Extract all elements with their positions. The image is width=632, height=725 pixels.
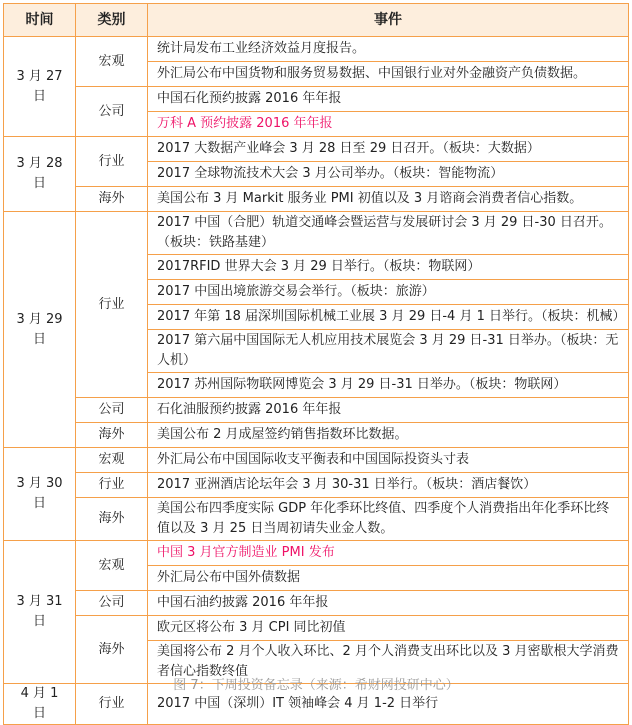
category-cell: 宏观 [76, 541, 148, 591]
header-category: 类别 [76, 4, 148, 37]
table-row [4, 423, 629, 448]
event-cell: 石化油服预约披露 2016 年年报 [148, 398, 629, 423]
table-row [4, 448, 629, 473]
date-cell: 3 月 28 日 [4, 137, 76, 212]
table-row [4, 187, 629, 212]
event-cell: 中国石化预约披露 2016 年年报 [148, 87, 629, 112]
event-cell: 2017 年第 18 届深圳国际机械工业展 3 月 29 日-4 月 1 日举行。（板块：机械） [148, 305, 629, 330]
table-row [4, 398, 629, 423]
category-cell: 宏观 [76, 448, 148, 473]
event-cell: 2017 中国（合肥）轨道交通峰会暨运营与发展研讨会 3 月 29 日-30 日召开。（板块：铁路基建） [148, 212, 629, 255]
category-cell: 公司 [76, 591, 148, 616]
event-cell: 美国公布 2 月成屋签约销售指数环比数据。 [148, 423, 629, 448]
table-row [4, 591, 629, 616]
table-row [4, 37, 629, 62]
event-cell: 2017 全球物流技术大会 3 月公司举办。（板块：智能物流） [148, 162, 629, 187]
event-cell: 中国石油约披露 2016 年年报 [148, 591, 629, 616]
header-event: 事件 [148, 4, 629, 37]
event-cell: 统计局发布工业经济效益月度报告。 [148, 37, 629, 62]
event-cell: 美国公布四季度实际 GDP 年化季环比终值、四季度个人消费指出年化季环比终值以及 3 月 25 日当周初请失业金人数。 [148, 498, 629, 541]
category-cell: 行业 [76, 137, 148, 187]
category-cell: 海外 [76, 187, 148, 212]
date-cell: 3 月 30 日 [4, 448, 76, 541]
table-row [4, 137, 629, 162]
table-row [4, 541, 629, 566]
category-cell: 公司 [76, 87, 148, 137]
table-row [4, 87, 629, 112]
category-cell: 行业 [76, 473, 148, 498]
category-cell: 海外 [76, 498, 148, 541]
date-cell: 3 月 27 日 [4, 37, 76, 137]
table-body [4, 37, 629, 725]
event-cell: 欧元区将公布 3 月 CPI 同比初值 [148, 616, 629, 641]
header-row [4, 4, 629, 37]
table-row [4, 473, 629, 498]
category-cell: 行业 [76, 684, 148, 725]
event-cell: 2017 第六届中国国际无人机应用技术展览会 3 月 29 日-31 日举办。（板块：无人机） [148, 330, 629, 373]
figure-caption: 图 7：下周投资备忘录（来源：希财网投研中心） [173, 678, 459, 693]
event-cell: 2017 苏州国际物联网博览会 3 月 29 日-31 日举办。（板块：物联网） [148, 373, 629, 398]
event-cell: 2017RFID 世界大会 3 月 29 日举行。（板块：物联网） [148, 255, 629, 280]
event-cell-highlighted: 中国 3 月官方制造业 PMI 发布 [148, 541, 629, 566]
event-cell: 美国公布 3 月 Markit 服务业 PMI 初值以及 3 月谘商会消费者信心指数。 [148, 187, 629, 212]
date-cell: 3 月 31 日 [4, 541, 76, 684]
header-time: 时间 [4, 4, 76, 37]
table-row [4, 212, 629, 255]
table-row [4, 616, 629, 641]
event-cell: 外汇局公布中国货物和服务贸易数据、中国银行业对外金融资产负债数据。 [148, 62, 629, 87]
event-cell: 2017 中国出境旅游交易会举行。（板块：旅游） [148, 280, 629, 305]
event-cell: 外汇局公布中国国际收支平衡表和中国国际投资头寸表 [148, 448, 629, 473]
table-row [4, 498, 629, 541]
category-cell: 宏观 [76, 37, 148, 87]
event-cell: 外汇局公布中国外债数据 [148, 566, 629, 591]
event-cell: 2017 亚洲酒店论坛年会 3 月 30-31 日举行。（板块：酒店餐饮） [148, 473, 629, 498]
event-cell: 2017 中国（深圳）IT 领袖峰会 4 月 1-2 日举行 [148, 684, 629, 725]
date-cell: 3 月 29 日 [4, 212, 76, 448]
category-cell: 海外 [76, 616, 148, 684]
event-cell: 2017 大数据产业峰会 3 月 28 日至 29 日召开。（板块：大数据） [148, 137, 629, 162]
investment-memo-table [3, 3, 629, 725]
category-cell: 行业 [76, 212, 148, 398]
event-cell: 美国将公布 2 月个人收入环比、2 月个人消费支出环比以及 3 月密歇根大学消费者信心指数终值 [148, 641, 629, 684]
category-cell: 公司 [76, 398, 148, 423]
category-cell: 海外 [76, 423, 148, 448]
date-cell: 4 月 1 日 [4, 684, 76, 725]
event-cell-highlighted: 万科 A 预约披露 2016 年年报 [148, 112, 629, 137]
